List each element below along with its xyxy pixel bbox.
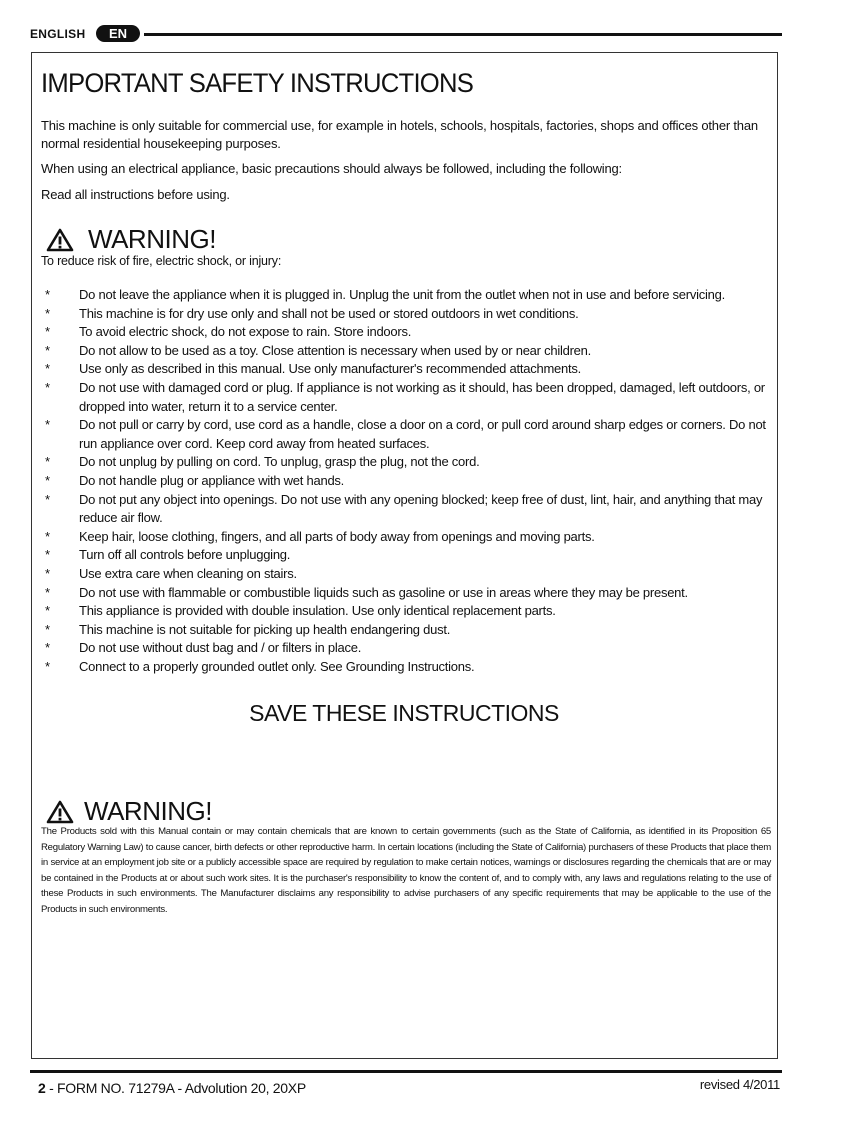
bullet-asterisk: * [45,584,50,600]
list-item [41,584,771,603]
bullet-asterisk: * [45,528,50,544]
proposition-65-notice: The Products sold with this Manual contain or may contain chemicals that are known to certain governments (such as the State of California, as identified in its Proposition 65 Regulatory Warning Law) to cause cancer, birth defects or other reproductive harm. In certain locations (including the State of California) purchasers of these Products that place them in service at an employment job site or a publicly accessible space are required by regulation to make certain notices, warnings or disclosures regarding the chemicals that are or may be contained in the Products at or about such work sites. It is the purchaser's responsibility to know the content of, and to comply with, any laws and regulations relating to the use of these Products in such environments. The Manufacturer disclaims any responsibility to advise purchasers of any specific requirements that may be applicable to the use of the Products in such environments. [41,826,771,915]
bullet-asterisk: * [45,417,50,433]
list-item [41,639,771,658]
list-item [41,342,771,361]
list-item-text: This appliance is provided with double insulation. Use only identical replacement parts. [79,603,556,619]
bullet-asterisk: * [45,379,50,395]
list-item-text: Do not pull or carry by cord, use cord as a handle, close a door on a cord, or pull cord around sharp edges or corners. Do not run appliance over cord. Keep cord away from heated surfaces. [79,417,766,451]
bullet-asterisk: * [45,287,50,302]
list-item-text: Turn off all controls before unplugging. [79,547,291,563]
list-item-text: Do not allow to be used as a toy. Close attention is necessary when used by or near children. [79,342,591,358]
list-item-text: Keep hair, loose clothing, fingers, and all parts of body away from openings and moving parts. [79,528,595,544]
warning-subheading: To reduce risk of fire, electric shock, or injury: [41,254,282,268]
list-item [41,360,771,379]
intro-paragraph-2: When using an electrical appliance, basic precautions should always be followed, including the following: [41,161,622,176]
list-item [41,379,771,416]
safety-instruction-list [41,286,771,676]
bullet-asterisk: * [45,603,50,619]
list-item-text: Connect to a properly grounded outlet only. See Grounding Instructions. [79,658,475,674]
form-number: - FORM NO. 71279A - Advolution 20, 20XP [45,1080,306,1096]
bullet-asterisk: * [45,547,50,563]
list-item [41,658,771,677]
list-item [41,546,771,565]
list-item-text: Use extra care when cleaning on stairs. [79,565,297,581]
list-item-text: Do not leave the appliance when it is plugged in. Unplug the unit from the outlet when not in use and before servicing. [79,287,725,302]
list-item [41,472,771,491]
bullet-asterisk: * [45,472,50,488]
list-item [41,305,771,324]
header-rule [144,33,782,36]
warning-heading-2-text: WARNING! [84,796,212,826]
list-item-text: This machine is not suitable for picking up health endangering dust. [79,621,451,637]
warning-heading-1 [46,224,216,255]
list-item [41,453,771,472]
warning-triangle-icon [46,800,74,824]
bullet-asterisk: * [45,342,50,358]
bullet-asterisk: * [45,658,50,674]
list-item-text: Do not put any object into openings. Do not use with any opening blocked; keep free of dust, lint, hair, and anything that may reduce air flow. [79,491,763,526]
footer-rule [30,1070,782,1073]
bullet-asterisk: * [45,324,50,340]
list-item-text: Do not unplug by pulling on cord. To unplug, grasp the plug, not the cord. [79,454,480,470]
warning-heading-1-text: WARNING! [88,224,216,254]
list-item [41,491,771,528]
revision-date: revised 4/2011 [699,1077,780,1092]
bullet-asterisk: * [45,454,50,470]
page-title: IMPORTANT SAFETY INSTRUCTIONS [41,68,474,98]
language-label: ENGLISH [30,27,86,41]
footer-form-info [38,1080,306,1096]
list-item-text: Do not use with flammable or combustible liquids such as gasoline or use in areas where they may be present. [79,584,688,600]
warning-heading-2 [46,796,212,827]
bullet-asterisk: * [45,621,50,637]
bullet-asterisk: * [45,491,50,507]
list-item-text: Do not handle plug or appliance with wet hands. [79,472,345,488]
intro-paragraph-3: Read all instructions before using. [41,187,230,202]
bullet-asterisk: * [45,565,50,581]
list-item-text: Do not use without dust bag and / or filters in place. [79,640,362,656]
save-instructions-heading: SAVE THESE INSTRUCTIONS [249,700,559,726]
page-number: 2 [38,1080,46,1096]
bullet-asterisk: * [45,305,50,321]
list-item-text: To avoid electric shock, do not expose to rain. Store indoors. [79,324,412,340]
list-item [41,528,771,547]
bullet-asterisk: * [45,640,50,656]
list-item [41,565,771,584]
bullet-asterisk: * [45,361,50,377]
list-item [41,602,771,621]
language-header [30,24,782,46]
list-item-text: Use only as described in this manual. Use only manufacturer's recommended attachments. [79,361,581,377]
list-item [41,416,771,453]
list-item-text: This machine is for dry use only and shall not be used or stored outdoors in wet conditions. [79,305,579,321]
intro-paragraph-1: This machine is only suitable for commercial use, for example in hotels, schools, hospitals, factories, shops and offices other than normal residential housekeeping purposes. [41,118,758,151]
list-item [41,286,771,305]
list-item [41,621,771,640]
warning-triangle-icon [46,228,74,252]
list-item [41,323,771,342]
language-code-badge: EN [96,25,140,42]
list-item-text: Do not use with damaged cord or plug. If appliance is not working as it should, has been dropped, damaged, left outdoors, or dropped into water, return it to a service center. [79,379,765,414]
